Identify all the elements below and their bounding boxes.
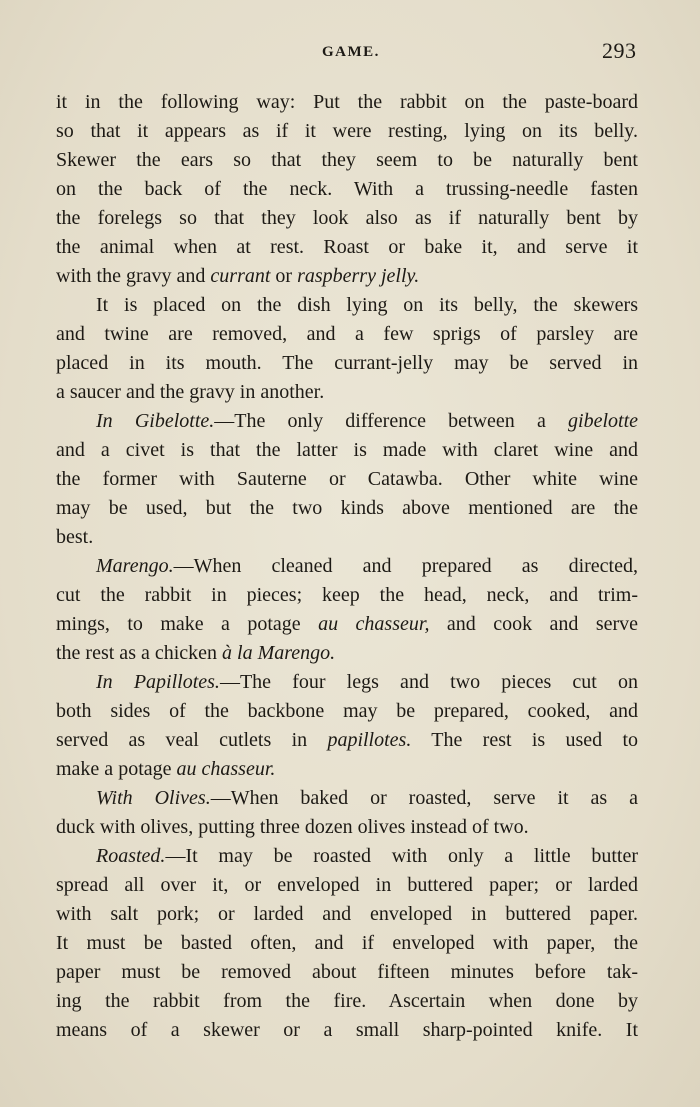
text-line [56, 871, 638, 900]
running-header [0, 38, 700, 68]
text-segment: paper must be removed about fifteen minutes before tak- [56, 961, 638, 983]
text-line [56, 726, 638, 755]
text-line [56, 349, 638, 378]
text-line [56, 784, 638, 813]
section-title: GAME. [322, 44, 380, 60]
text-segment: It must be basted often, and if enveloped with paper, the [56, 932, 638, 954]
text-line [56, 407, 638, 436]
page-number: 293 [602, 38, 637, 63]
text-line [56, 88, 638, 117]
text-segment: —It may be roasted with only a little butter [165, 845, 638, 867]
text-segment: —When baked or roasted, serve it as a [210, 787, 638, 809]
text-segment: it in the following way: Put the rabbit on the paste-board [56, 91, 638, 113]
text-segment: make a potage [56, 758, 177, 780]
text-line [56, 697, 638, 726]
text-segment: and twine are removed, and a few sprigs of parsley are [56, 323, 638, 345]
text-segment: or [270, 265, 298, 287]
text-segment: best. [56, 526, 94, 548]
text-line [56, 900, 638, 929]
text-segment: ing the rabbit from the fire. Ascertain when done by [56, 990, 638, 1012]
italic-text: Roasted. [96, 845, 166, 867]
text-segment: cut the rabbit in pieces; keep the head, neck, and trim- [56, 584, 638, 606]
italic-text: In Gibelotte. [96, 410, 215, 432]
text-segment: so that it appears as if it were resting, lying on its belly. [56, 120, 638, 142]
text-segment: the animal when at rest. Roast or bake it, and serve it [56, 236, 638, 258]
text-segment: —When cleaned and prepared as directed, [173, 555, 638, 577]
text-line [56, 436, 638, 465]
text-line [56, 378, 638, 407]
text-segment: with salt pork; or larded and enveloped in buttered paper. [56, 903, 638, 925]
text-line [56, 813, 638, 842]
text-segment: a saucer and the gravy in another. [56, 381, 325, 403]
text-line [56, 610, 638, 639]
text-segment: mings, to make a potage [56, 613, 319, 635]
text-line [56, 117, 638, 146]
text-line [56, 581, 638, 610]
text-line [56, 262, 638, 291]
text-segment: may be used, but the two kinds above mentioned are the [56, 497, 638, 519]
text-line [56, 233, 638, 262]
text-segment: spread all over it, or enveloped in buttered paper; or larded [56, 874, 638, 896]
text-line [56, 465, 638, 494]
text-segment: —The four legs and two pieces cut on [219, 671, 638, 693]
text-segment: on the back of the neck. With a trussing-needle fasten [56, 178, 638, 200]
text-line [56, 639, 638, 668]
italic-text: Marengo. [96, 555, 174, 577]
text-segment: duck with olives, putting three dozen olives instead of two. [56, 816, 529, 838]
italic-text: In Papillotes. [96, 671, 220, 693]
italic-text: raspberry jelly. [297, 265, 420, 287]
text-line [56, 175, 638, 204]
italic-text: à la Marengo. [222, 642, 336, 664]
italic-text: gibelotte [568, 410, 638, 432]
text-line [56, 523, 638, 552]
italic-text: With Olives. [96, 787, 211, 809]
text-line [56, 494, 638, 523]
text-line [56, 552, 638, 581]
text-segment: and cook and serve [429, 613, 639, 635]
text-segment: placed in its mouth. The currant-jelly may be served in [56, 352, 638, 374]
text-line [56, 958, 638, 987]
italic-text: au chasseur. [176, 758, 276, 780]
text-line [56, 668, 638, 697]
text-line [56, 987, 638, 1016]
text-segment: The rest is used to [411, 729, 638, 751]
text-segment: It is placed on the dish lying on its belly, the skewers [96, 294, 638, 316]
text-segment: served as veal cutlets in [56, 729, 328, 751]
text-line [56, 204, 638, 233]
italic-text: currant [210, 265, 271, 287]
text-segment: —The only difference between a [214, 410, 569, 432]
text-segment: Skewer the ears so that they seem to be naturally bent [56, 149, 638, 171]
italic-text: au chasseur, [318, 613, 430, 635]
text-segment: and a civet is that the latter is made with claret wine and [56, 439, 638, 461]
text-line [56, 755, 638, 784]
text-segment: the rest as a chicken [56, 642, 223, 664]
text-line [56, 146, 638, 175]
text-line [56, 320, 638, 349]
text-line [56, 842, 638, 871]
text-segment: the forelegs so that they look also as if naturally bent by [56, 207, 638, 229]
body-text [56, 88, 638, 1045]
text-segment: the former with Sauterne or Catawba. Other white wine [56, 468, 638, 490]
text-segment: both sides of the backbone may be prepared, cooked, and [56, 700, 638, 722]
italic-text: papillotes. [327, 729, 412, 751]
text-line [56, 291, 638, 320]
text-segment: means of a skewer or a small sharp-pointed knife. It [56, 1019, 638, 1041]
text-segment: with the gravy and [56, 265, 211, 287]
text-line [56, 929, 638, 958]
text-line [56, 1016, 638, 1045]
